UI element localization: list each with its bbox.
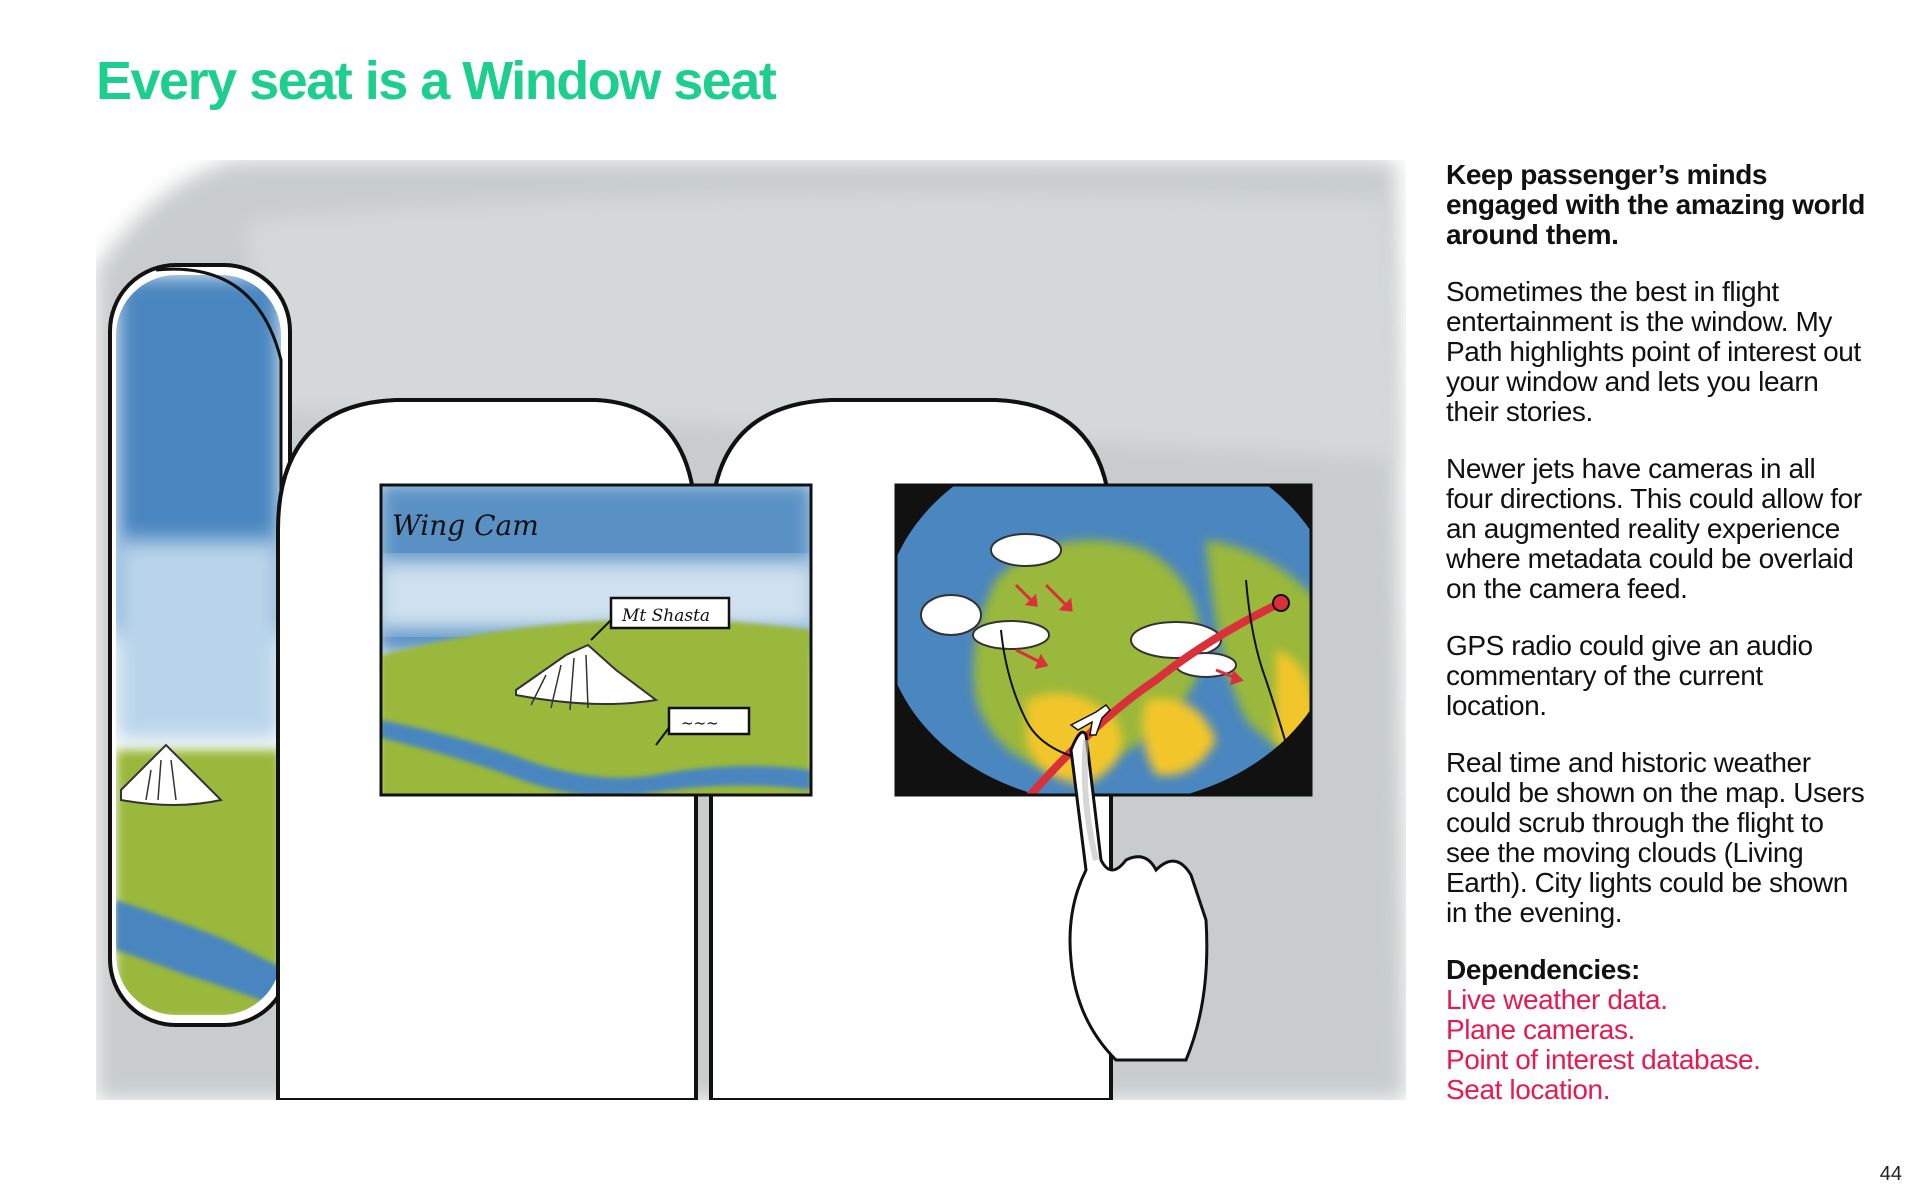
page-number: 44 [1879,1163,1902,1185]
river-label: ~~~ [681,714,719,732]
wing-cam-screen [376,480,816,800]
cabin-window [110,265,290,1025]
dependency-item: Seat location. [1446,1074,1611,1105]
paragraph-window: Sometimes the best in flight entertainment is the window. My Path highlights point of interest out your window and lets you learn their stories. [1446,276,1861,427]
map-screen [883,435,1339,805]
page-title: Every seat is a Window seat [96,51,776,111]
dependencies-title: Dependencies: [1446,954,1640,985]
destination-marker [1273,595,1289,611]
mountain-label: Mt Shasta [622,606,711,626]
paragraph-weather: Real time and historic weather could be shown on the map. Users could scrub through the flight to see the moving clouds (Living Earth). City lights could be shown in the evening. [1446,747,1865,928]
paragraph-cameras: Newer jets have cameras in all four directions. This could allow for an augmented reality experience where metadata could be overlaid on the camera feed. [1446,453,1862,604]
dependency-item: Plane cameras. [1446,1014,1635,1045]
description-panel [1446,160,1866,1105]
dependencies-section [1446,955,1866,1105]
dependency-item: Live weather data. [1446,984,1668,1015]
dependencies-list [1446,985,1866,1105]
paragraph-gps: GPS radio could give an audio commentary of the current location. [1446,630,1813,721]
dependency-item: Point of interest database. [1446,1044,1761,1075]
cabin-sketch-illustration [96,160,1406,1100]
lead-text: Keep passenger’s minds engaged with the amazing world around them. [1446,159,1865,250]
wing-cam-label: Wing Cam [392,509,539,542]
